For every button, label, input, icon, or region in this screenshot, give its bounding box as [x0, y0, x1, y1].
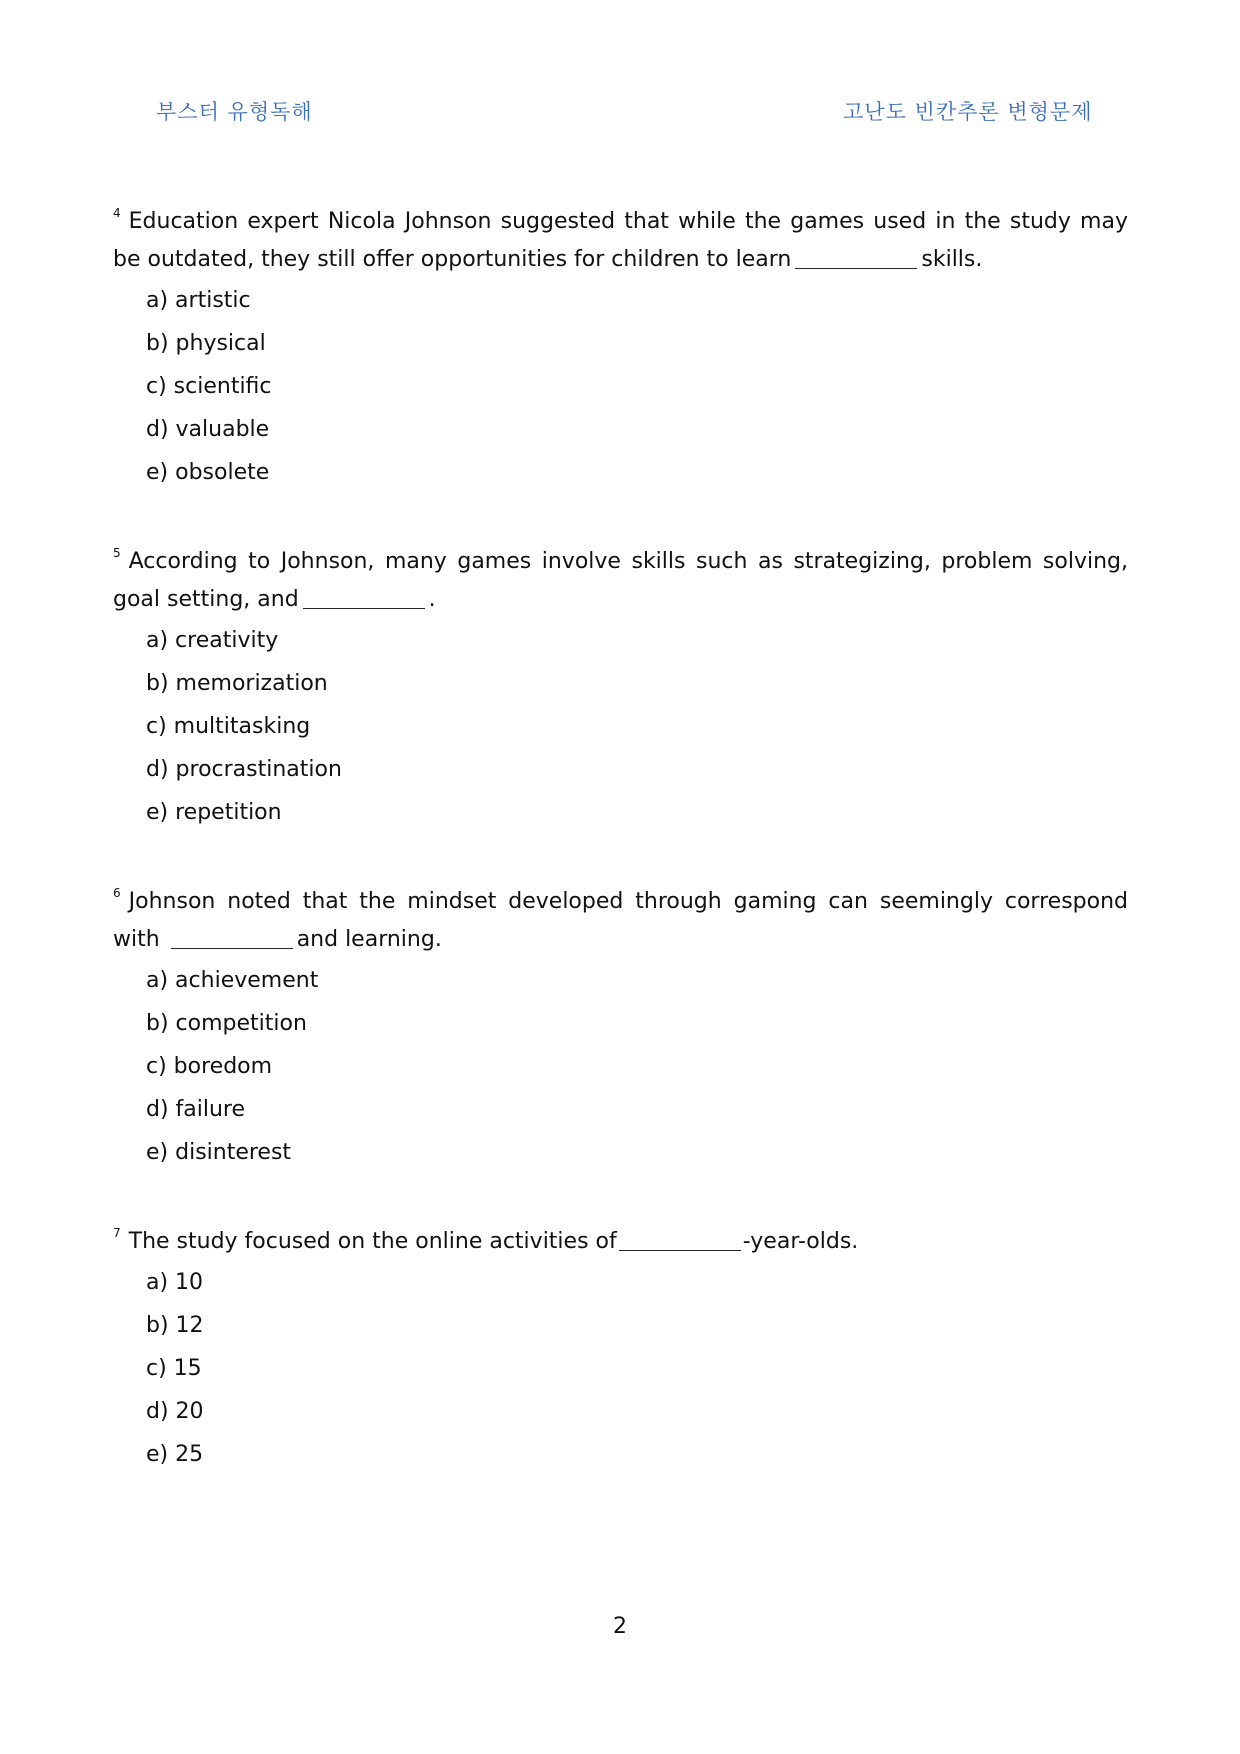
stem-text-before: Education expert Nicola Johnson suggested that while the games used in the study may be outdated, they still offer opportunities for children to learn — [113, 209, 1128, 272]
stem-text-after: skills. — [921, 247, 983, 272]
question-stem — [113, 1214, 1128, 1261]
answer-blank — [795, 248, 917, 269]
question-4 — [113, 194, 1128, 494]
stem-text-before: The study focused on the online activities of — [128, 1229, 617, 1254]
question-5 — [113, 534, 1128, 834]
question-number: 5 — [113, 546, 121, 560]
stem-text-before: According to Johnson, many games involve skills such as strategizing, problem solving, goal setting, and — [113, 549, 1128, 612]
option-a: a) achievement — [146, 968, 319, 993]
answer-blank — [303, 588, 425, 609]
option-d: d) valuable — [146, 417, 270, 442]
option-list — [113, 1261, 1128, 1476]
answer-blank — [619, 1230, 741, 1251]
header-left-title: 부스터 유형독해 — [156, 100, 313, 124]
option-c: c) boredom — [146, 1054, 273, 1079]
option-e: e) disinterest — [146, 1140, 292, 1165]
stem-text-before: Johnson noted that the mindset developed through gaming can seemingly correspond with — [113, 889, 1128, 952]
option-d: d) procrastination — [146, 757, 342, 782]
option-e: e) obsolete — [146, 460, 270, 485]
stem-text-after: and learning. — [296, 927, 442, 952]
option-e: e) repetition — [146, 800, 282, 825]
question-number: 6 — [113, 886, 121, 900]
option-d: d) failure — [146, 1097, 246, 1122]
question-number: 4 — [113, 206, 121, 220]
question-6 — [113, 874, 1128, 1174]
option-b: b) physical — [146, 331, 266, 356]
header-right-title: 고난도 빈칸추론 변형문제 — [843, 100, 1093, 124]
question-7 — [113, 1214, 1128, 1476]
stem-text-after: -year-olds. — [742, 1229, 859, 1254]
question-stem — [113, 874, 1128, 959]
option-c: c) multitasking — [146, 714, 311, 739]
question-number: 7 — [113, 1226, 121, 1240]
option-a: a) artistic — [146, 288, 251, 313]
option-d: d) 20 — [146, 1399, 204, 1424]
option-b: b) competition — [146, 1011, 307, 1036]
option-list — [113, 959, 1128, 1174]
option-list — [113, 619, 1128, 834]
option-b: b) memorization — [146, 671, 328, 696]
question-stem — [113, 194, 1128, 279]
option-a: a) 10 — [146, 1270, 204, 1295]
option-b: b) 12 — [146, 1313, 204, 1338]
option-c: c) scientific — [146, 374, 272, 399]
question-stem — [113, 534, 1128, 619]
option-c: c) 15 — [146, 1356, 202, 1381]
answer-blank — [171, 928, 293, 949]
option-e: e) 25 — [146, 1442, 204, 1467]
stem-text-after: . — [428, 587, 436, 612]
option-a: a) creativity — [146, 628, 279, 653]
page-number: 2 — [613, 1614, 627, 1639]
option-list — [113, 279, 1128, 494]
